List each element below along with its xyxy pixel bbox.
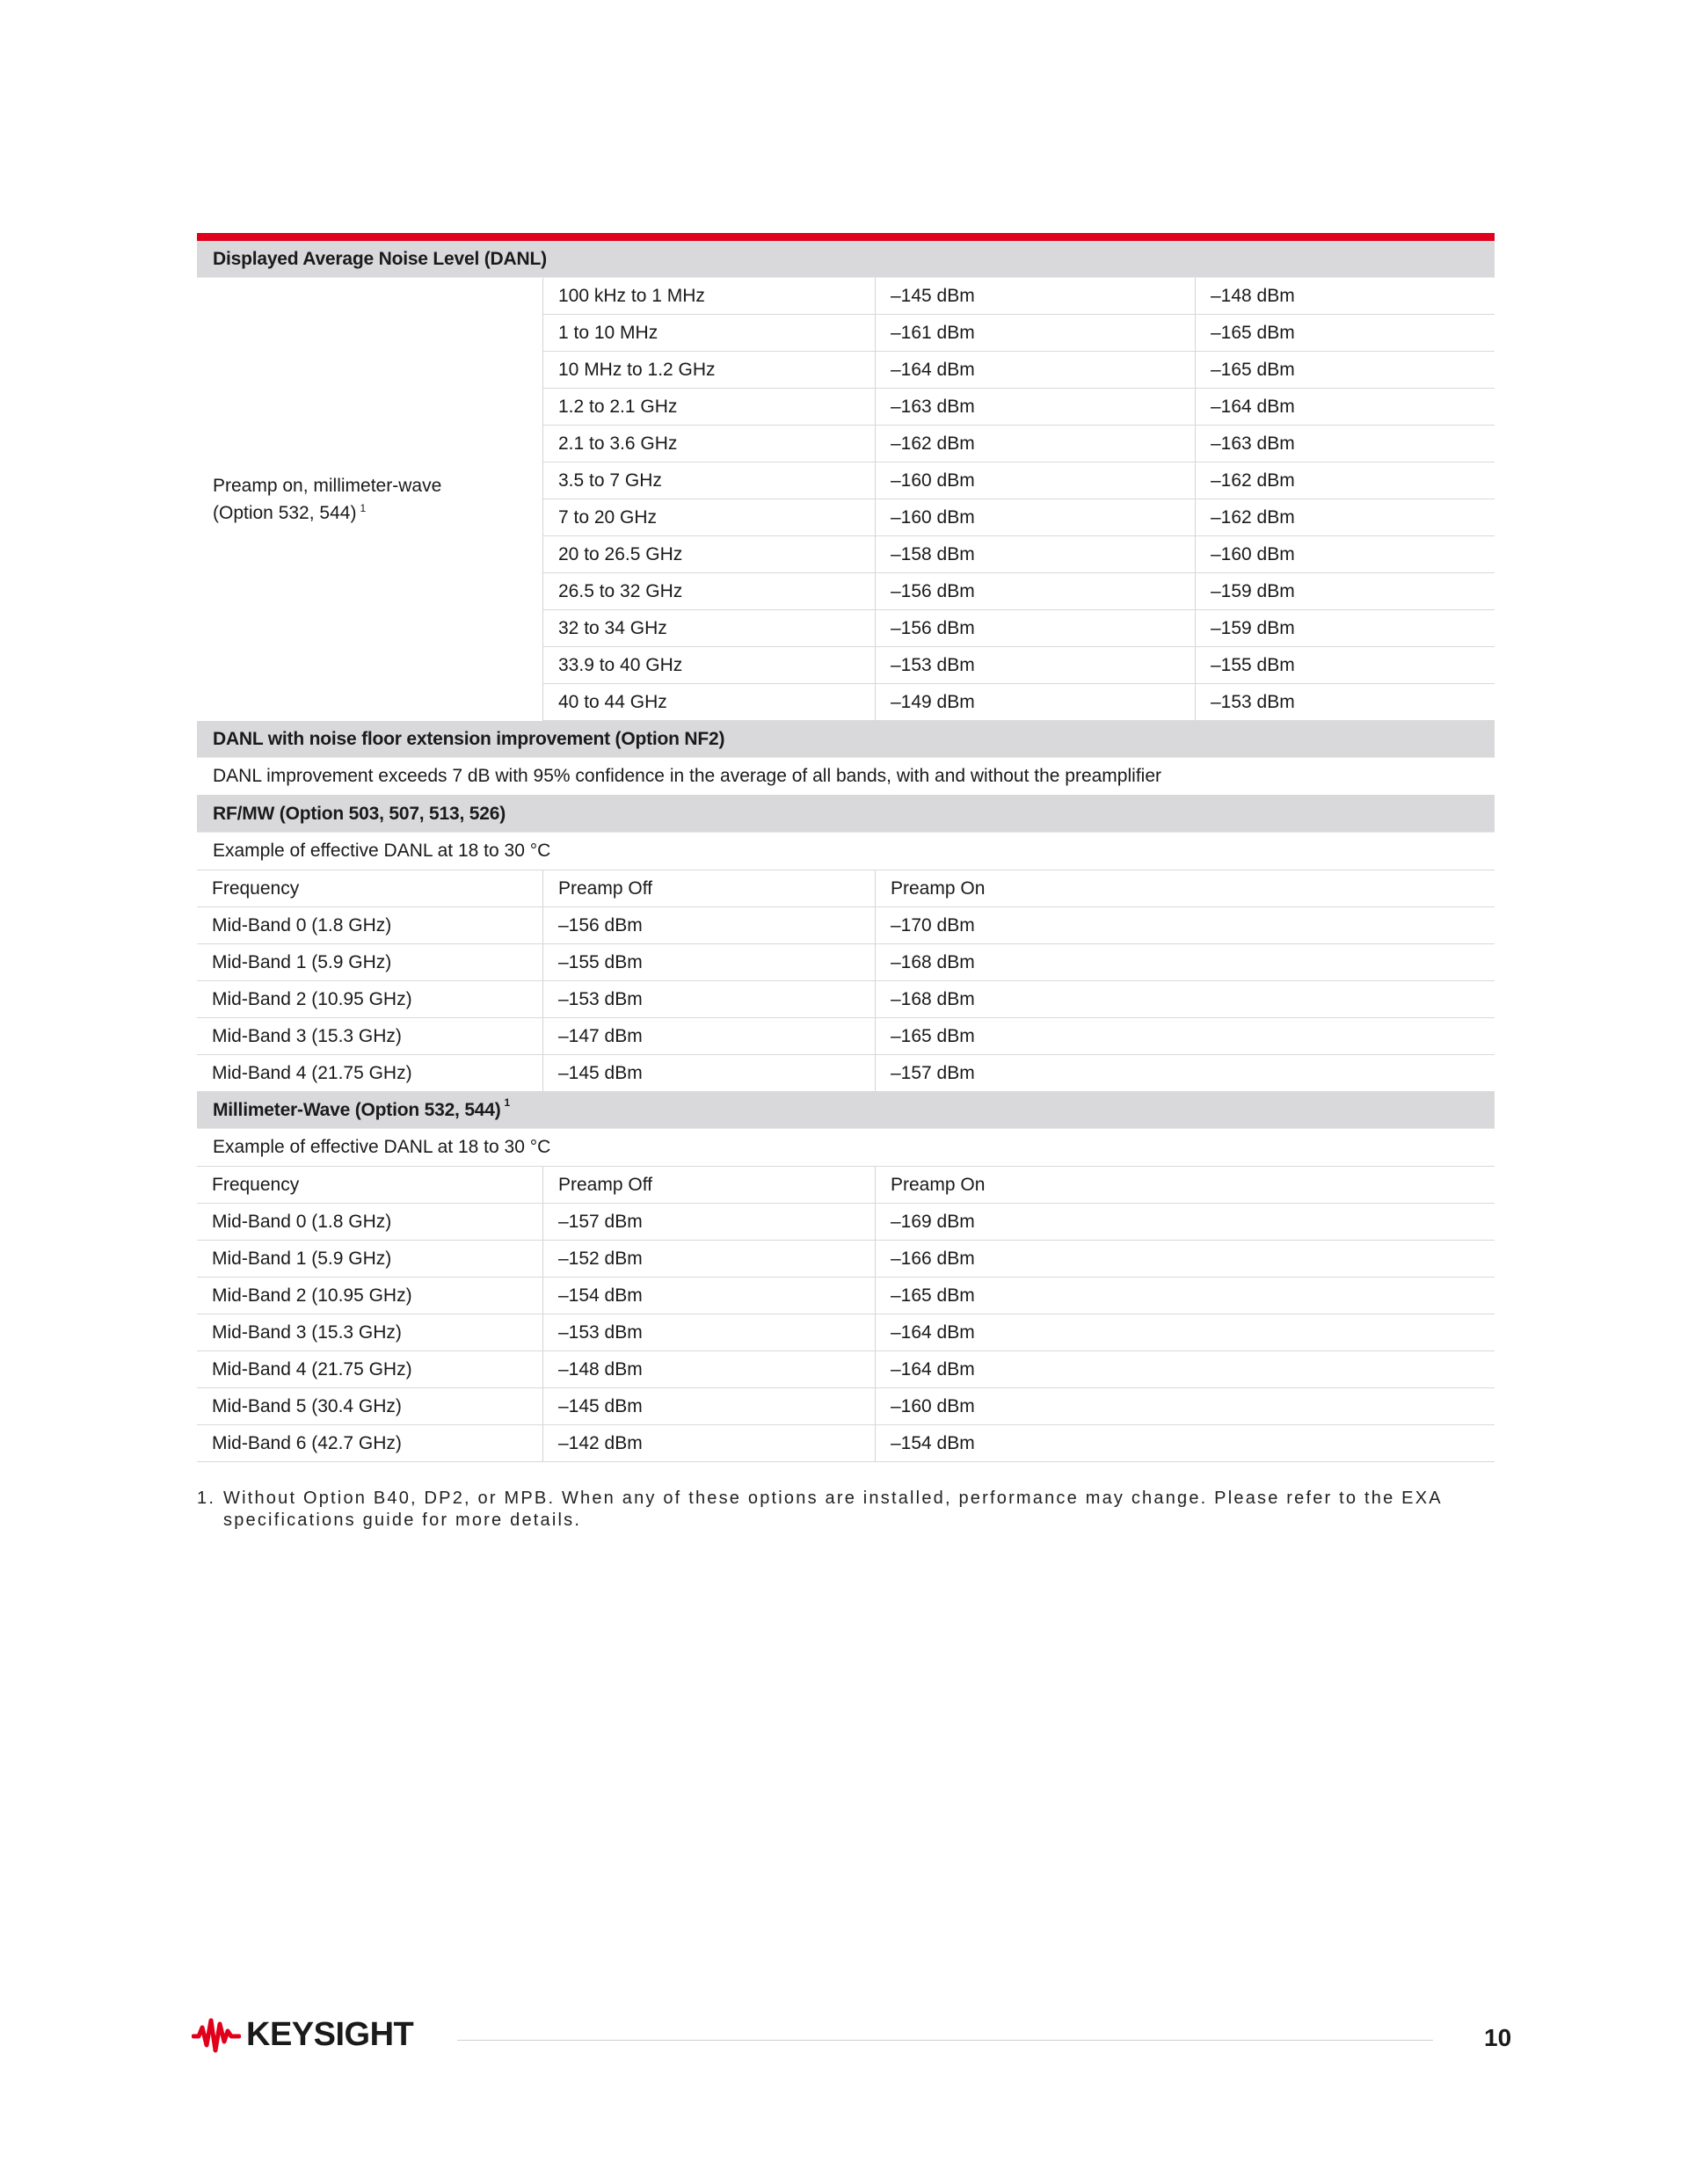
danl-value-b: –164 dBm [1211,397,1295,417]
danl-value-a: –153 dBm [876,647,1196,683]
preamp-on-value: –164 dBm [891,1322,975,1343]
danl-label-line1: Preamp on, millimeter-wave [213,476,442,496]
table-header-row [197,1167,1495,1204]
table-row [543,536,1495,573]
mid-band-label: Mid-Band 1 (5.9 GHz) [197,944,543,980]
mid-band-label: Mid-Band 6 (42.7 GHz) [197,1425,543,1461]
preamp-off-value: –148 dBm [543,1351,876,1387]
table-header-row [197,870,1495,907]
table-row [197,981,1495,1018]
danl-value-a: –158 dBm [876,536,1196,572]
preamp-on-value: –160 dBm [891,1396,975,1416]
mmw-footnote-ref: 1 [504,1096,511,1109]
preamp-on-value: –168 dBm [891,989,975,1009]
preamp-off-value: –156 dBm [543,907,876,943]
footnote-number: 1. [197,1489,216,1508]
danl-value-a: –156 dBm [876,610,1196,646]
table-row [543,462,1495,499]
preamp-on-value: –157 dBm [891,1063,975,1083]
mid-band-label: Mid-Band 3 (15.3 GHz) [197,1314,543,1350]
mid-band-label: Mid-Band 5 (30.4 GHz) [197,1388,543,1424]
table-row [197,1055,1495,1092]
nf2-title: DANL with noise floor extension improvement (Option NF2) [213,729,725,749]
danl-value-a: –156 dBm [876,573,1196,609]
preamp-off-value: –145 dBm [543,1055,876,1091]
footnote-line1: Without Option B40, DP2, or MPB. When any of these options are installed, performance may change. Please refer to the EXA [223,1489,1443,1508]
mid-band-label: Mid-Band 0 (1.8 GHz) [197,1204,543,1240]
preamp-on-value: –164 dBm [891,1359,975,1380]
table-row [197,1388,1495,1425]
frequency-range: 2.1 to 3.6 GHz [543,426,876,462]
preamp-off-value: –154 dBm [543,1278,876,1314]
table-row [197,944,1495,981]
preamp-off-value: –145 dBm [543,1388,876,1424]
nf2-section-header [197,721,1495,758]
table-row [543,352,1495,389]
page-number: 10 [1484,2024,1512,2051]
mmw-section-header [197,1092,1495,1129]
table-row [197,1018,1495,1055]
frequency-range: 40 to 44 GHz [543,684,876,720]
preamp-on-value: –165 dBm [891,1285,975,1306]
table-row [197,1278,1495,1314]
table-row [543,610,1495,647]
danl-value-b: –153 dBm [1211,692,1295,712]
rfmw-title: RF/MW (Option 503, 507, 513, 526) [213,804,506,824]
column-header: Preamp Off [543,1167,876,1203]
mid-band-label: Mid-Band 3 (15.3 GHz) [197,1018,543,1054]
keysight-wave-icon [192,2015,241,2054]
spec-table [197,233,1495,1462]
table-row [543,278,1495,315]
table-row [543,389,1495,426]
mmw-example: Example of effective DANL at 18 to 30 °C [197,1129,1495,1167]
preamp-on-value: –165 dBm [891,1026,975,1046]
table-row [543,499,1495,536]
table-row [197,1204,1495,1241]
mid-band-label: Mid-Band 4 (21.75 GHz) [197,1055,543,1091]
table-row [197,1241,1495,1278]
mmw-title: Millimeter-Wave (Option 532, 544) [213,1100,501,1120]
danl-value-b: –155 dBm [1211,655,1295,675]
logo-text: KEYSIGHT [246,2015,414,2053]
preamp-on-value: –168 dBm [891,952,975,972]
preamp-off-value: –153 dBm [543,1314,876,1350]
table-row [197,1425,1495,1462]
preamp-off-value: –157 dBm [543,1204,876,1240]
frequency-range: 7 to 20 GHz [543,499,876,535]
danl-value-a: –145 dBm [876,278,1196,314]
danl-value-a: –163 dBm [876,389,1196,425]
danl-value-b: –162 dBm [1211,470,1295,491]
table-row [197,1351,1495,1388]
table-row [543,426,1495,462]
column-header: Preamp On [891,1175,986,1195]
table-row [197,1314,1495,1351]
danl-value-b: –159 dBm [1211,581,1295,601]
rfmw-section-header [197,796,1495,833]
frequency-range: 10 MHz to 1.2 GHz [543,352,876,388]
table-row [543,315,1495,352]
preamp-on-value: –154 dBm [891,1433,975,1453]
column-header: Preamp On [891,878,986,899]
table-row [197,907,1495,944]
danl-title: Displayed Average Noise Level (DANL) [213,249,547,269]
danl-value-b: –163 dBm [1211,433,1295,454]
mid-band-label: Mid-Band 0 (1.8 GHz) [197,907,543,943]
danl-label-footnote-ref: 1 [360,502,367,514]
frequency-range: 1.2 to 2.1 GHz [543,389,876,425]
keysight-logo [192,2015,413,2054]
frequency-range: 100 kHz to 1 MHz [543,278,876,314]
column-header: Frequency [197,870,543,906]
footnote-line2: specifications guide for more details. [223,1511,582,1530]
column-header: Frequency [197,1167,543,1203]
rfmw-table [197,870,1495,1092]
danl-block [197,278,1495,721]
preamp-on-value: –170 dBm [891,915,975,935]
frequency-range: 32 to 34 GHz [543,610,876,646]
danl-label-line2: (Option 532, 544) [213,503,357,523]
frequency-range: 3.5 to 7 GHz [543,462,876,499]
frequency-range: 20 to 26.5 GHz [543,536,876,572]
footnote [197,1488,1498,1532]
danl-value-b: –148 dBm [1211,286,1295,306]
danl-section-header [197,241,1495,278]
danl-value-b: –165 dBm [1211,360,1295,380]
danl-value-a: –164 dBm [876,352,1196,388]
mid-band-label: Mid-Band 2 (10.95 GHz) [197,1278,543,1314]
danl-value-a: –160 dBm [876,462,1196,499]
danl-value-b: –159 dBm [1211,618,1295,638]
danl-value-b: –160 dBm [1211,544,1295,564]
table-row [543,684,1495,721]
column-header: Preamp Off [543,870,876,906]
frequency-range: 26.5 to 32 GHz [543,573,876,609]
mid-band-label: Mid-Band 2 (10.95 GHz) [197,981,543,1017]
mid-band-label: Mid-Band 1 (5.9 GHz) [197,1241,543,1277]
mid-band-label: Mid-Band 4 (21.75 GHz) [197,1351,543,1387]
danl-rows [543,278,1495,721]
nf2-text: DANL improvement exceeds 7 dB with 95% confidence in the average of all bands, with and without the preamplifier [197,758,1495,796]
danl-value-b: –165 dBm [1211,323,1295,343]
frequency-range: 33.9 to 40 GHz [543,647,876,683]
danl-value-b: –162 dBm [1211,507,1295,528]
footer-divider [457,2040,1433,2041]
preamp-off-value: –155 dBm [543,944,876,980]
mmw-table [197,1167,1495,1462]
preamp-off-value: –153 dBm [543,981,876,1017]
preamp-off-value: –142 dBm [543,1425,876,1461]
danl-value-a: –149 dBm [876,684,1196,720]
table-row [543,573,1495,610]
danl-row-label [197,278,543,721]
preamp-on-value: –169 dBm [891,1212,975,1232]
danl-value-a: –160 dBm [876,499,1196,535]
frequency-range: 1 to 10 MHz [543,315,876,351]
danl-value-a: –161 dBm [876,315,1196,351]
table-row [543,647,1495,684]
preamp-off-value: –147 dBm [543,1018,876,1054]
danl-value-a: –162 dBm [876,426,1196,462]
rfmw-example: Example of effective DANL at 18 to 30 °C [197,833,1495,870]
preamp-on-value: –166 dBm [891,1249,975,1269]
preamp-off-value: –152 dBm [543,1241,876,1277]
